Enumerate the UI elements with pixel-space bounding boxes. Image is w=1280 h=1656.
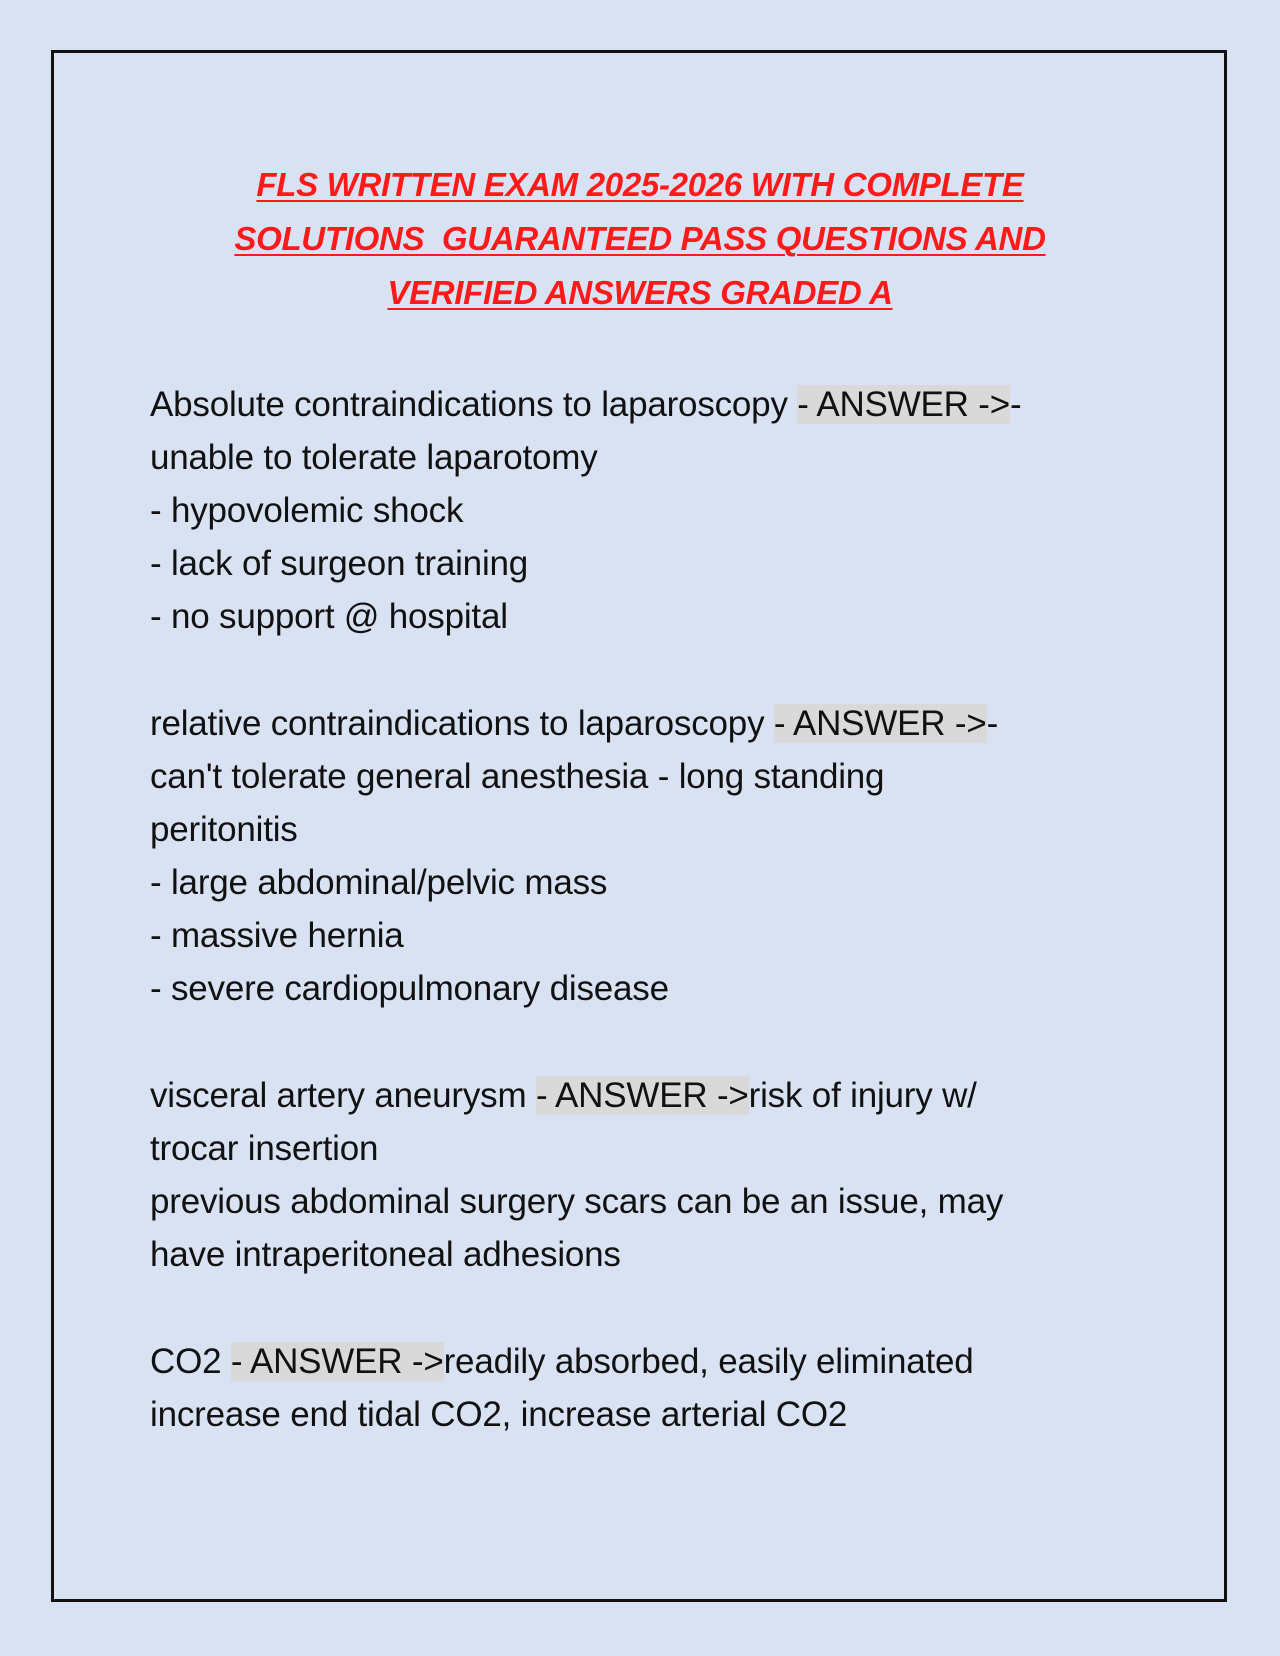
qa-entry-absolute-contraindications [150, 378, 1110, 643]
qa-entry-co2 [150, 1335, 1110, 1441]
answer-start: readily absorbed, easily eliminated [443, 1342, 974, 1381]
answer-line: previous abdominal surgery scars can be an issue, may [150, 1182, 1004, 1221]
qa-question-line [150, 1335, 1110, 1388]
answer-tag: - ANSWER -> [535, 1076, 749, 1115]
answer-line: trocar insertion [150, 1129, 379, 1168]
answer-tag: - ANSWER -> [797, 385, 1010, 424]
answer-tag: - ANSWER -> [773, 704, 987, 743]
question-term: relative contraindications to laparoscopy [150, 704, 774, 743]
qa-question-line [150, 1069, 1110, 1122]
qa-question-line [150, 378, 1110, 431]
answer-line: unable to tolerate laparotomy [150, 438, 598, 477]
qa-content [150, 378, 1110, 1495]
title-line-2: SOLUTIONS GUARANTEED PASS QUESTIONS AND [234, 220, 1046, 257]
question-term: visceral artery aneurysm [150, 1076, 536, 1115]
answer-line: can't tolerate general anesthesia - long standing [150, 757, 885, 796]
title-line-1: FLS WRITTEN EXAM 2025-2026 WITH COMPLETE [256, 166, 1024, 203]
answer-line: - no support @ hospital [150, 597, 508, 636]
answer-line: increase end tidal CO2, increase arterial CO2 [150, 1395, 848, 1434]
answer-start: risk of injury w/ [748, 1076, 977, 1115]
answer-line: - massive hernia [150, 916, 404, 955]
question-term: Absolute contraindications to laparoscopy [150, 385, 798, 424]
answer-start: - [1009, 385, 1022, 424]
question-term: CO2 [150, 1342, 231, 1381]
answer-line: - lack of surgeon training [150, 544, 529, 583]
qa-question-line [150, 697, 1110, 750]
document-title [150, 158, 1130, 320]
answer-line: - severe cardiopulmonary disease [150, 969, 669, 1008]
qa-entry-visceral-artery-aneurysm [150, 1069, 1110, 1281]
answer-line: have intraperitoneal adhesions [150, 1235, 621, 1274]
answer-line: - hypovolemic shock [150, 491, 464, 530]
title-line-3: VERIFIED ANSWERS GRADED A [387, 274, 893, 311]
qa-entry-relative-contraindications [150, 697, 1110, 1015]
answer-tag: - ANSWER -> [230, 1342, 444, 1381]
answer-line: peritonitis [150, 810, 298, 849]
answer-line: - large abdominal/pelvic mass [150, 863, 608, 902]
answer-start: - [986, 704, 999, 743]
